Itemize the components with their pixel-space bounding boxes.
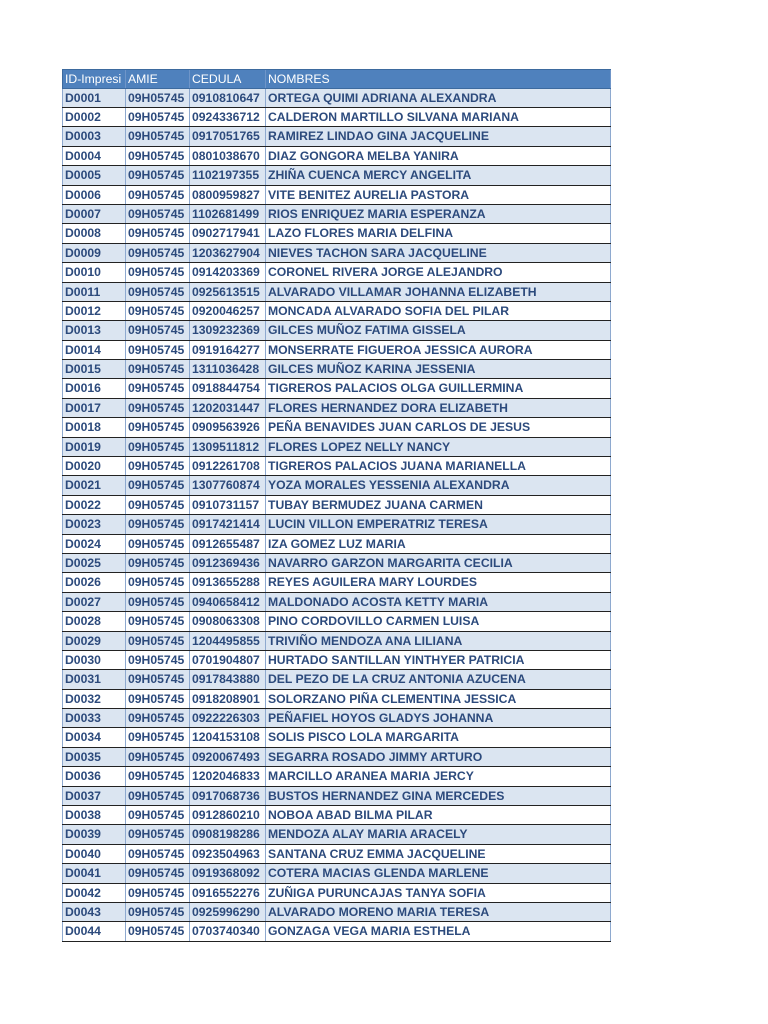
cell-cedula[interactable]: 0916552276 — [190, 884, 266, 902]
cell-nombres[interactable]: TIGREROS PALACIOS OLGA GUILLERMINA — [266, 379, 611, 397]
cell-id[interactable]: D0042 — [62, 884, 126, 902]
cell-id[interactable]: D0024 — [62, 535, 126, 553]
spreadsheet-table — [62, 69, 611, 942]
cell-id[interactable]: D0015 — [62, 360, 126, 378]
table-row — [62, 515, 611, 534]
cell-nombres[interactable]: MALDONADO ACOSTA KETTY MARIA — [266, 593, 611, 611]
table-row — [62, 690, 611, 709]
table-row — [62, 457, 611, 476]
cell-amie[interactable]: 09H05745 — [126, 399, 190, 417]
cell-id[interactable]: D0044 — [62, 922, 126, 940]
table-header-row — [62, 69, 611, 89]
cell-cedula[interactable]: 1204495855 — [190, 632, 266, 650]
cell-id[interactable]: D0039 — [62, 825, 126, 843]
table-row — [62, 379, 611, 398]
cell-id[interactable]: D0031 — [62, 670, 126, 688]
cell-amie[interactable]: 09H05745 — [126, 244, 190, 262]
cell-amie[interactable]: 09H05745 — [126, 302, 190, 320]
table-row — [62, 922, 611, 941]
cell-amie[interactable]: 09H05745 — [126, 127, 190, 145]
cell-id[interactable]: D0011 — [62, 283, 126, 301]
cell-id[interactable]: D0043 — [62, 903, 126, 921]
cell-cedula[interactable]: 1202046833 — [190, 767, 266, 785]
table-row — [62, 573, 611, 592]
cell-cedula[interactable]: 0925996290 — [190, 903, 266, 921]
column-header-cedula[interactable]: CEDULA — [190, 70, 266, 88]
cell-cedula[interactable]: 1102197355 — [190, 166, 266, 184]
cell-nombres[interactable]: HURTADO SANTILLAN YINTHYER PATRICIA — [266, 651, 611, 669]
table-body — [62, 89, 611, 942]
cell-nombres[interactable]: SEGARRA ROSADO JIMMY ARTURO — [266, 748, 611, 766]
cell-id[interactable]: D0026 — [62, 573, 126, 591]
cell-cedula[interactable]: 1202031447 — [190, 399, 266, 417]
cell-nombres[interactable]: MARCILLO ARANEA MARIA JERCY — [266, 767, 611, 785]
cell-id[interactable]: D0006 — [62, 186, 126, 204]
cell-id[interactable]: D0007 — [62, 205, 126, 223]
cell-cedula[interactable]: 0912860210 — [190, 806, 266, 824]
cell-nombres[interactable]: MONCADA ALVARADO SOFIA DEL PILAR — [266, 302, 611, 320]
cell-cedula[interactable]: 1203627904 — [190, 244, 266, 262]
cell-id[interactable]: D0030 — [62, 651, 126, 669]
table-row — [62, 728, 611, 747]
cell-amie[interactable]: 09H05745 — [126, 418, 190, 436]
table-row — [62, 651, 611, 670]
cell-nombres[interactable]: ALVARADO VILLAMAR JOHANNA ELIZABETH — [266, 283, 611, 301]
cell-amie[interactable]: 09H05745 — [126, 709, 190, 727]
cell-cedula[interactable]: 0920046257 — [190, 302, 266, 320]
cell-amie[interactable]: 09H05745 — [126, 593, 190, 611]
cell-nombres[interactable]: VITE BENITEZ AURELIA PASTORA — [266, 186, 611, 204]
cell-nombres[interactable]: CALDERON MARTILLO SILVANA MARIANA — [266, 108, 611, 126]
cell-cedula[interactable]: 0917051765 — [190, 127, 266, 145]
cell-amie[interactable]: 09H05745 — [126, 457, 190, 475]
table-row — [62, 186, 611, 205]
table-row — [62, 767, 611, 786]
cell-cedula[interactable]: 0912369436 — [190, 554, 266, 572]
cell-cedula[interactable]: 1311036428 — [190, 360, 266, 378]
cell-nombres[interactable]: GILCES MUÑOZ FATIMA GISSELA — [266, 321, 611, 339]
table-row — [62, 709, 611, 728]
cell-id[interactable]: D0029 — [62, 632, 126, 650]
cell-id[interactable]: D0025 — [62, 554, 126, 572]
table-row — [62, 554, 611, 573]
cell-id[interactable]: D0001 — [62, 89, 126, 107]
cell-id[interactable]: D0028 — [62, 612, 126, 630]
cell-cedula[interactable]: 0913655288 — [190, 573, 266, 591]
table-row — [62, 127, 611, 146]
cell-amie[interactable]: 09H05745 — [126, 476, 190, 494]
cell-cedula[interactable]: 0918844754 — [190, 379, 266, 397]
table-row — [62, 438, 611, 457]
cell-nombres[interactable]: ZUÑIGA PURUNCAJAS TANYA SOFIA — [266, 884, 611, 902]
table-row — [62, 341, 611, 360]
cell-cedula[interactable]: 1309232369 — [190, 321, 266, 339]
cell-id[interactable]: D0010 — [62, 263, 126, 281]
cell-amie[interactable]: 09H05745 — [126, 632, 190, 650]
cell-cedula[interactable]: 0923504963 — [190, 845, 266, 863]
cell-id[interactable]: D0035 — [62, 748, 126, 766]
table-row — [62, 593, 611, 612]
cell-amie[interactable]: 09H05745 — [126, 186, 190, 204]
table-row — [62, 321, 611, 340]
cell-amie[interactable]: 09H05745 — [126, 922, 190, 940]
cell-nombres[interactable]: PEÑA BENAVIDES JUAN CARLOS DE JESUS — [266, 418, 611, 436]
cell-id[interactable]: D0003 — [62, 127, 126, 145]
cell-amie[interactable]: 09H05745 — [126, 573, 190, 591]
cell-nombres[interactable]: TUBAY BERMUDEZ JUANA CARMEN — [266, 496, 611, 514]
table-row — [62, 147, 611, 166]
cell-cedula[interactable]: 0918208901 — [190, 690, 266, 708]
cell-amie[interactable]: 09H05745 — [126, 535, 190, 553]
cell-cedula[interactable]: 1102681499 — [190, 205, 266, 223]
cell-id[interactable]: D0027 — [62, 593, 126, 611]
cell-cedula[interactable]: 1204153108 — [190, 728, 266, 746]
cell-nombres[interactable]: TIGREROS PALACIOS JUANA MARIANELLA — [266, 457, 611, 475]
cell-id[interactable]: D0032 — [62, 690, 126, 708]
table-row — [62, 360, 611, 379]
cell-nombres[interactable]: SOLIS PISCO LOLA MARGARITA — [266, 728, 611, 746]
cell-cedula[interactable]: 0902717941 — [190, 224, 266, 242]
cell-nombres[interactable]: NIEVES TACHON SARA JACQUELINE — [266, 244, 611, 262]
cell-cedula[interactable]: 1309511812 — [190, 438, 266, 456]
table-row — [62, 535, 611, 554]
cell-id[interactable]: D0022 — [62, 496, 126, 514]
column-header-id[interactable]: ID-Impresi — [62, 70, 126, 88]
column-header-nombres[interactable]: NOMBRES — [266, 70, 611, 88]
table-row — [62, 670, 611, 689]
cell-cedula[interactable]: 0920067493 — [190, 748, 266, 766]
cell-nombres[interactable]: MENDOZA ALAY MARIA ARACELY — [266, 825, 611, 843]
cell-cedula[interactable]: 0908063308 — [190, 612, 266, 630]
table-row — [62, 224, 611, 243]
cell-nombres[interactable]: MONSERRATE FIGUEROA JESSICA AURORA — [266, 341, 611, 359]
cell-cedula[interactable]: 0909563926 — [190, 418, 266, 436]
cell-nombres[interactable]: NAVARRO GARZON MARGARITA CECILIA — [266, 554, 611, 572]
cell-cedula[interactable]: 0919368092 — [190, 864, 266, 882]
cell-nombres[interactable]: RIOS ENRIQUEZ MARIA ESPERANZA — [266, 205, 611, 223]
cell-id[interactable]: D0017 — [62, 399, 126, 417]
cell-cedula[interactable]: 1307760874 — [190, 476, 266, 494]
cell-id[interactable]: D0004 — [62, 147, 126, 165]
cell-nombres[interactable]: PEÑAFIEL HOYOS GLADYS JOHANNA — [266, 709, 611, 727]
cell-amie[interactable]: 09H05745 — [126, 147, 190, 165]
column-header-amie[interactable]: AMIE — [126, 70, 190, 88]
cell-amie[interactable]: 09H05745 — [126, 341, 190, 359]
cell-cedula[interactable]: 0912655487 — [190, 535, 266, 553]
cell-nombres[interactable]: LUCIN VILLON EMPERATRIZ TERESA — [266, 515, 611, 533]
table-row — [62, 283, 611, 302]
cell-cedula[interactable]: 0924336712 — [190, 108, 266, 126]
table-row — [62, 632, 611, 651]
cell-nombres[interactable]: NOBOA ABAD BILMA PILAR — [266, 806, 611, 824]
cell-cedula[interactable]: 0917068736 — [190, 787, 266, 805]
table-row — [62, 496, 611, 515]
cell-amie[interactable]: 09H05745 — [126, 515, 190, 533]
cell-cedula[interactable]: 0919164277 — [190, 341, 266, 359]
cell-amie[interactable]: 09H05745 — [126, 263, 190, 281]
cell-id[interactable]: D0009 — [62, 244, 126, 262]
cell-nombres[interactable]: RAMIREZ LINDAO GINA JACQUELINE — [266, 127, 611, 145]
cell-nombres[interactable]: IZA GOMEZ LUZ MARIA — [266, 535, 611, 553]
cell-amie[interactable]: 09H05745 — [126, 496, 190, 514]
cell-id[interactable]: D0033 — [62, 709, 126, 727]
table-row — [62, 89, 611, 108]
cell-cedula[interactable]: 0922226303 — [190, 709, 266, 727]
cell-amie[interactable]: 09H05745 — [126, 108, 190, 126]
cell-nombres[interactable]: BUSTOS HERNANDEZ GINA MERCEDES — [266, 787, 611, 805]
cell-amie[interactable]: 09H05745 — [126, 205, 190, 223]
cell-amie[interactable]: 09H05745 — [126, 89, 190, 107]
cell-cedula[interactable]: 0701904807 — [190, 651, 266, 669]
cell-amie[interactable]: 09H05745 — [126, 438, 190, 456]
cell-amie[interactable]: 09H05745 — [126, 864, 190, 882]
cell-nombres[interactable]: FLORES LOPEZ NELLY NANCY — [266, 438, 611, 456]
cell-nombres[interactable]: REYES AGUILERA MARY LOURDES — [266, 573, 611, 591]
cell-nombres[interactable]: SANTANA CRUZ EMMA JACQUELINE — [266, 845, 611, 863]
cell-id[interactable]: D0034 — [62, 728, 126, 746]
cell-id[interactable]: D0005 — [62, 166, 126, 184]
cell-amie[interactable]: 09H05745 — [126, 379, 190, 397]
cell-amie[interactable]: 09H05745 — [126, 690, 190, 708]
cell-cedula[interactable]: 0910731157 — [190, 496, 266, 514]
table-row — [62, 864, 611, 883]
cell-id[interactable]: D0020 — [62, 457, 126, 475]
cell-cedula[interactable]: 0914203369 — [190, 263, 266, 281]
cell-nombres[interactable]: GILCES MUÑOZ KARINA JESSENIA — [266, 360, 611, 378]
table-row — [62, 418, 611, 437]
cell-amie[interactable]: 09H05745 — [126, 825, 190, 843]
cell-cedula[interactable]: 0908198286 — [190, 825, 266, 843]
table-row — [62, 806, 611, 825]
cell-cedula[interactable]: 0703740340 — [190, 922, 266, 940]
cell-nombres[interactable]: ZHIÑA CUENCA MERCY ANGELITA — [266, 166, 611, 184]
cell-id[interactable]: D0018 — [62, 418, 126, 436]
cell-id[interactable]: D0016 — [62, 379, 126, 397]
table-row — [62, 205, 611, 224]
table-row — [62, 244, 611, 263]
cell-nombres[interactable]: PINO CORDOVILLO CARMEN LUISA — [266, 612, 611, 630]
cell-cedula[interactable]: 0917421414 — [190, 515, 266, 533]
cell-nombres[interactable]: COTERA MACIAS GLENDA MARLENE — [266, 864, 611, 882]
table-row — [62, 399, 611, 418]
cell-id[interactable]: D0036 — [62, 767, 126, 785]
cell-id[interactable]: D0019 — [62, 438, 126, 456]
cell-nombres[interactable]: YOZA MORALES YESSENIA ALEXANDRA — [266, 476, 611, 494]
cell-id[interactable]: D0023 — [62, 515, 126, 533]
cell-id[interactable]: D0008 — [62, 224, 126, 242]
cell-amie[interactable]: 09H05745 — [126, 321, 190, 339]
cell-nombres[interactable]: DIAZ GONGORA MELBA YANIRA — [266, 147, 611, 165]
table-row — [62, 787, 611, 806]
cell-amie[interactable]: 09H05745 — [126, 224, 190, 242]
table-row — [62, 263, 611, 282]
cell-amie[interactable]: 09H05745 — [126, 166, 190, 184]
cell-id[interactable]: D0013 — [62, 321, 126, 339]
cell-nombres[interactable]: TRIVIÑO MENDOZA ANA LILIANA — [266, 632, 611, 650]
table-row — [62, 612, 611, 631]
table-row — [62, 825, 611, 844]
cell-amie[interactable]: 09H05745 — [126, 806, 190, 824]
cell-amie[interactable]: 09H05745 — [126, 670, 190, 688]
table-row — [62, 884, 611, 903]
table-row — [62, 108, 611, 127]
table-row — [62, 903, 611, 922]
table-row — [62, 166, 611, 185]
cell-amie[interactable]: 09H05745 — [126, 612, 190, 630]
cell-amie[interactable]: 09H05745 — [126, 283, 190, 301]
cell-amie[interactable]: 09H05745 — [126, 748, 190, 766]
cell-cedula[interactable]: 0925613515 — [190, 283, 266, 301]
cell-id[interactable]: D0014 — [62, 341, 126, 359]
cell-amie[interactable]: 09H05745 — [126, 651, 190, 669]
cell-amie[interactable]: 09H05745 — [126, 554, 190, 572]
table-row — [62, 476, 611, 495]
cell-amie[interactable]: 09H05745 — [126, 767, 190, 785]
cell-id[interactable]: D0040 — [62, 845, 126, 863]
table-row — [62, 845, 611, 864]
cell-cedula[interactable]: 0801038670 — [190, 147, 266, 165]
cell-nombres[interactable]: ALVARADO MORENO MARIA TERESA — [266, 903, 611, 921]
cell-id[interactable]: D0012 — [62, 302, 126, 320]
cell-cedula[interactable]: 0940658412 — [190, 593, 266, 611]
cell-nombres[interactable]: FLORES HERNANDEZ DORA ELIZABETH — [266, 399, 611, 417]
cell-id[interactable]: D0037 — [62, 787, 126, 805]
cell-amie[interactable]: 09H05745 — [126, 787, 190, 805]
cell-amie[interactable]: 09H05745 — [126, 903, 190, 921]
cell-nombres[interactable]: ORTEGA QUIMI ADRIANA ALEXANDRA — [266, 89, 611, 107]
cell-id[interactable]: D0002 — [62, 108, 126, 126]
cell-amie[interactable]: 09H05745 — [126, 845, 190, 863]
cell-id[interactable]: D0021 — [62, 476, 126, 494]
cell-nombres[interactable]: CORONEL RIVERA JORGE ALEJANDRO — [266, 263, 611, 281]
table-row — [62, 302, 611, 321]
cell-cedula[interactable]: 0912261708 — [190, 457, 266, 475]
cell-amie[interactable]: 09H05745 — [126, 360, 190, 378]
cell-cedula[interactable]: 0910810647 — [190, 89, 266, 107]
cell-cedula[interactable]: 0800959827 — [190, 186, 266, 204]
cell-nombres[interactable]: LAZO FLORES MARIA DELFINA — [266, 224, 611, 242]
cell-amie[interactable]: 09H05745 — [126, 884, 190, 902]
cell-amie[interactable]: 09H05745 — [126, 728, 190, 746]
table-row — [62, 748, 611, 767]
cell-id[interactable]: D0041 — [62, 864, 126, 882]
cell-id[interactable]: D0038 — [62, 806, 126, 824]
cell-nombres[interactable]: SOLORZANO PIÑA CLEMENTINA JESSICA — [266, 690, 611, 708]
cell-nombres[interactable]: GONZAGA VEGA MARIA ESTHELA — [266, 922, 611, 940]
cell-cedula[interactable]: 0917843880 — [190, 670, 266, 688]
cell-nombres[interactable]: DEL PEZO DE LA CRUZ ANTONIA AZUCENA — [266, 670, 611, 688]
